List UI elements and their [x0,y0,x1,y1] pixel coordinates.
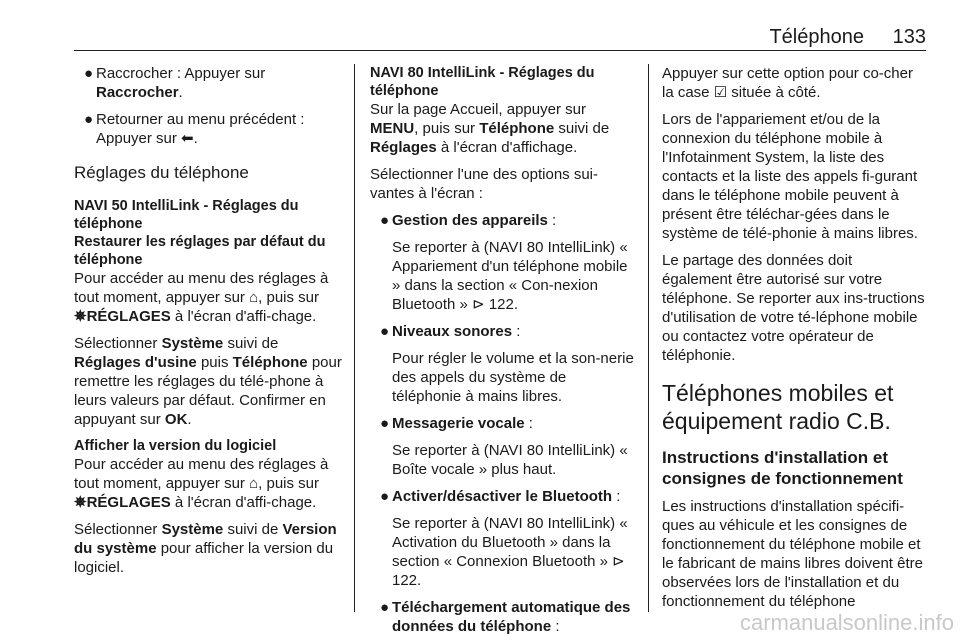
ref-arrow-icon: ⊳ [612,553,625,570]
watermark: carmanualsonline.info [739,610,954,635]
subheading: Instructions d'installation et consignes de fonctionnement [662,448,903,488]
paragraph: Se reporter à (NAVI 80 IntelliLink) « Boîte vocale » plus haut. [392,442,628,478]
paragraph: Lors de l'appariement et/ou de la connexion du téléphone mobile à l'Infotainment System, la liste des contacts et la liste des appels fi-gurant dans le téléphone mobile peuvent à présent être téléchar-gées dans le système de télé-phonie à mains libres. [662,111,918,242]
gear-icon: ✵ [74,494,87,511]
paragraph: Sélectionner Système suivi de Réglages d'usine puis Téléphone pour remettre les réglages du télé-phone à leurs valeurs par défaut. Confirmer en appuyant sur OK. [74,335,342,428]
paragraph: Appuyer sur cette option pour co-cher la case ☑ située à côté. [662,65,913,101]
paragraph: Pour régler le volume et la son-nerie des appels du système de téléphonie à mains libres. [392,350,634,405]
list-item: ● Téléchargement automatique des données du téléphone : [380,599,631,635]
list-item: ● Niveaux sonores : [380,323,521,340]
back-arrow-icon: ⬅ [181,130,194,147]
column-divider [354,64,355,612]
paragraph: Sélectionner l'une des options sui-vantes à l'écran : [370,166,599,202]
column-2 [370,64,634,644]
section-heading: Réglages du téléphone [74,163,249,182]
paragraph: Sélectionner Système suivi de Version du système pour afficher la version du logiciel. [74,521,337,576]
subheading: NAVI 50 IntelliLink - Réglages du téléphone [74,198,299,232]
home-icon: ⌂ [249,289,259,306]
list-item: ● Messagerie vocale : [380,415,533,432]
page-title: Téléphone [769,26,864,48]
header-rule [74,50,926,51]
paragraph: Le partage des données doit également être autorisé sur votre téléphone. Se reporter aux ins-tructions d'utilisation de votre té-léphone mobile ou contactez votre opérateur de téléphonie. [662,252,925,364]
home-icon: ⌂ [249,475,259,492]
list-item: ● Gestion des appareils : [380,212,557,229]
paragraph: Pour accéder au menu des réglages à tout moment, appuyer sur ⌂, puis sur ✵RÉGLAGES à l'écran d'affi-chage. [74,270,329,325]
subheading: NAVI 80 IntelliLink - Réglages du téléphone [370,65,595,99]
paragraph: Se reporter à (NAVI 80 IntelliLink) « Appariement d'un téléphone mobile » dans la section « Con-nexion Bluetooth » ⊳ 122. [392,239,628,313]
page-header [74,26,926,50]
paragraph: Sur la page Accueil, appuyer sur MENU, puis sur Téléphone suivi de Réglages à l'écran d'affichage. [370,101,610,156]
column-1 [74,64,342,585]
ref-arrow-icon: ⊳ [472,296,489,313]
list-item: ● Activer/désactiver le Bluetooth : [380,488,621,505]
paragraph: Pour accéder au menu des réglages à tout moment, appuyer sur ⌂, puis sur ✵RÉGLAGES à l'écran d'affi-chage. [74,456,329,511]
paragraph: Les instructions d'installation spécifi-ques au véhicule et les consignes de fonctionnement du téléphone mobile et le fabricant de mains libres doivent être observées lors de l'installation et du fonctionnement du téléphone [662,498,923,610]
section-heading: Téléphones mobiles et équipement radio C.B. [662,380,894,434]
column-3 [662,64,926,619]
column-divider [648,64,649,612]
subheading: Restaurer les réglages par défaut du téléphone [74,234,326,268]
subheading: Afficher la version du logiciel [74,438,277,454]
list-item: ● Retourner au menu précédent : Appuyer sur ⬅. [84,111,305,147]
paragraph: Se reporter à (NAVI 80 IntelliLink) « Activation du Bluetooth » dans la section « Connexion Bluetooth » ⊳ 122. [392,515,628,589]
gear-icon: ✵ [74,308,87,325]
page-number: 133 [892,26,926,48]
list-item: ● Raccrocher : Appuyer sur Raccrocher. [84,65,266,101]
